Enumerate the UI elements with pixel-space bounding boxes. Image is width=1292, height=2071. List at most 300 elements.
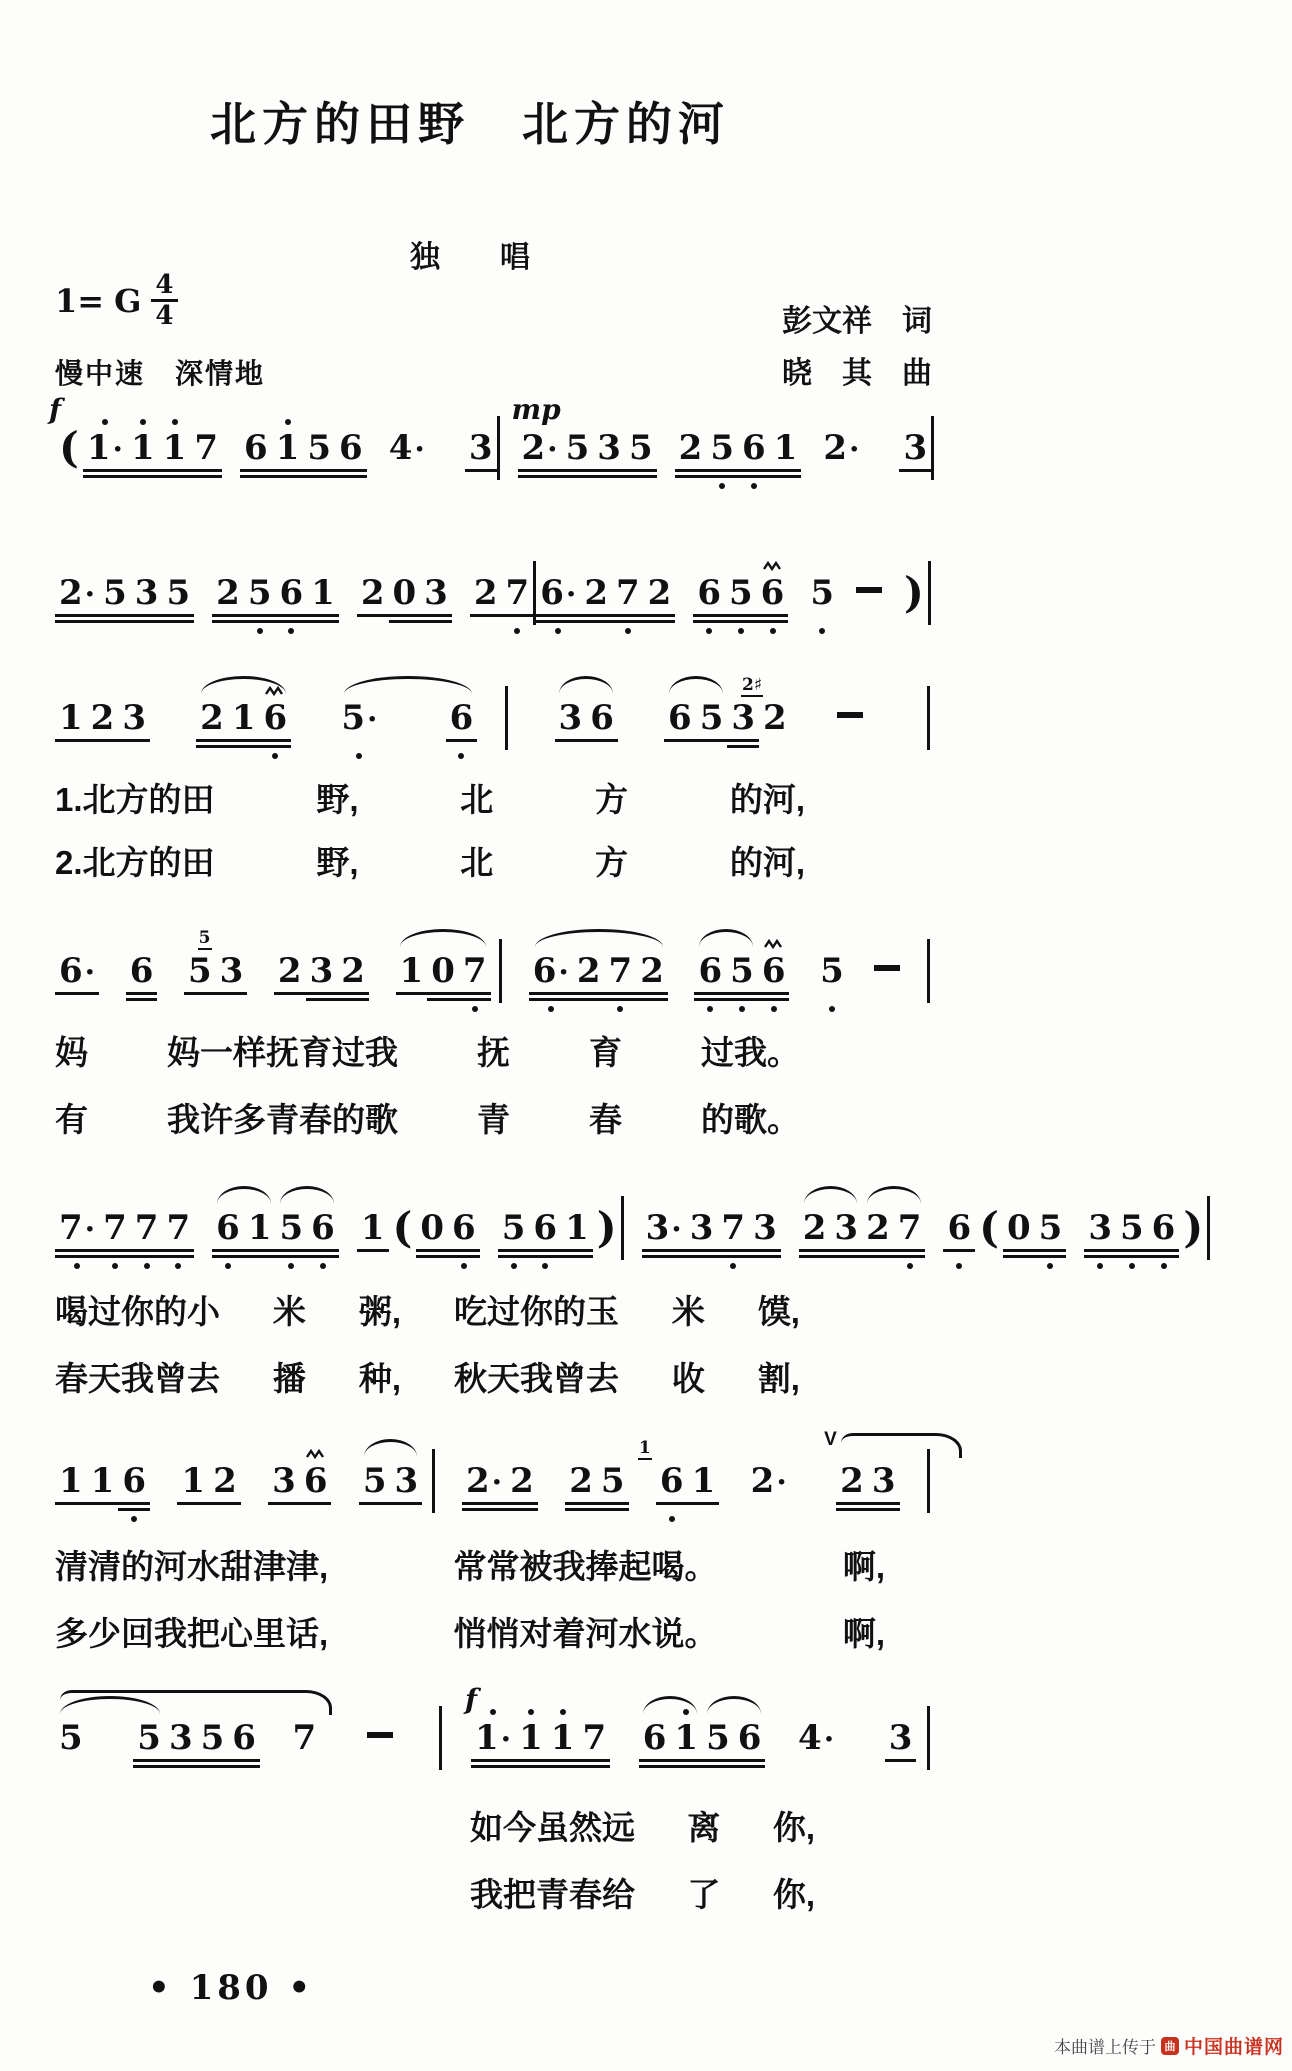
note — [446, 660, 478, 762]
beam-lines — [738, 468, 770, 480]
note-digit: 3 — [168, 1718, 193, 1758]
note-digit: 3 — [394, 1461, 419, 1501]
note-below-area — [830, 1260, 862, 1272]
note — [470, 535, 502, 637]
beam-line — [212, 1249, 244, 1252]
note-above-area — [1084, 1170, 1116, 1208]
beam-line — [625, 475, 657, 478]
beam-lines — [819, 468, 863, 480]
beam-line — [706, 475, 738, 478]
beam-line — [688, 1502, 720, 1505]
note — [816, 913, 848, 1015]
beam-line — [518, 475, 562, 478]
beam-lines — [212, 1248, 244, 1260]
beam-line — [642, 1249, 686, 1252]
low-octave-dot — [956, 1263, 962, 1269]
note-below-area — [580, 625, 612, 637]
note-above-area — [597, 1423, 629, 1461]
note — [749, 1170, 781, 1272]
beam-line — [307, 1249, 339, 1252]
beam-line — [131, 620, 163, 623]
beam-lines — [244, 1248, 276, 1260]
beam-line — [717, 1255, 749, 1258]
beam-lines — [177, 1501, 209, 1513]
grace-note: 1 — [638, 1438, 651, 1458]
beam-line — [529, 1255, 561, 1258]
beam-lines — [612, 613, 644, 625]
beam-lines — [899, 468, 931, 480]
lyric-segment: 方 — [595, 844, 629, 881]
watermark-text: 本曲谱上传于 — [1053, 2038, 1156, 2057]
low-octave-dot — [257, 628, 263, 634]
note — [260, 660, 292, 762]
note-digit: 1 — [311, 573, 335, 613]
note-above-area — [717, 1170, 749, 1208]
note — [55, 1170, 99, 1272]
beam-line — [498, 1255, 530, 1258]
beam-lines — [55, 991, 99, 1003]
note-above-area — [99, 1170, 131, 1208]
note-above-area — [642, 1170, 686, 1208]
note-digit: 3 — [871, 1461, 896, 1501]
note-above-area — [162, 1170, 194, 1208]
beam-line — [228, 739, 260, 742]
note-below-area — [547, 1770, 579, 1782]
beam-lines — [686, 1248, 718, 1260]
beam-lines — [515, 1758, 547, 1770]
note — [547, 1680, 579, 1782]
note — [275, 535, 307, 637]
note-digit: 5 — [699, 698, 724, 738]
note — [396, 913, 428, 1015]
note-above-area — [686, 1170, 718, 1208]
beam-lines — [757, 613, 789, 625]
note-below-area — [55, 480, 83, 492]
beam-lines — [196, 738, 228, 750]
beam-line — [536, 620, 580, 623]
note-above-area — [758, 913, 790, 951]
note-above-area — [420, 535, 452, 573]
low-octave-dot — [288, 1263, 294, 1269]
beam-line — [578, 1759, 610, 1762]
paren — [1179, 1170, 1207, 1272]
beam-lines — [885, 1758, 917, 1770]
lyric-segment: 的河, — [729, 781, 805, 818]
beam-lines — [165, 1758, 197, 1770]
beam-line — [642, 1255, 686, 1258]
lyric-segment: 秋天我曾去 — [453, 1360, 619, 1397]
note — [303, 390, 335, 492]
beam-line — [83, 469, 127, 472]
note-below-area — [131, 1260, 163, 1272]
beam-line — [133, 1759, 165, 1762]
note — [529, 1170, 561, 1272]
beam-lines — [459, 991, 491, 1003]
high-octave-dot — [172, 419, 178, 425]
beam-line — [702, 1765, 734, 1768]
barline — [505, 660, 508, 750]
dash-rest — [367, 1680, 393, 1738]
note-below-area — [506, 1513, 538, 1525]
music-system-4 — [55, 913, 935, 1141]
note-digit: 2· — [59, 573, 96, 613]
dash-stroke — [837, 712, 863, 718]
note — [337, 660, 381, 762]
note — [1003, 1170, 1035, 1272]
beam-line — [943, 1249, 975, 1252]
lyric-segment: 过我。 — [701, 1034, 800, 1071]
note-digit: 5 — [247, 573, 272, 613]
beam-line — [644, 620, 676, 623]
note — [686, 1170, 718, 1272]
beam-line — [561, 1249, 593, 1252]
note-above-area — [83, 390, 127, 428]
beam-line — [300, 1502, 332, 1505]
note — [126, 913, 158, 1015]
note-above-area — [794, 1680, 838, 1718]
note-above-area — [1116, 1170, 1148, 1208]
beam-lines — [303, 468, 335, 480]
note-above-area — [675, 390, 707, 428]
note-below-area — [162, 1260, 194, 1272]
beam-line — [55, 992, 99, 995]
beam-line — [725, 614, 757, 617]
beam-line — [758, 998, 790, 1001]
beam-line — [274, 992, 306, 995]
note-below-area — [396, 1003, 428, 1015]
beam-lines — [694, 991, 726, 1003]
low-octave-dot — [555, 628, 561, 634]
duration-dot: · — [565, 577, 577, 612]
note — [511, 390, 562, 492]
note-below-area — [184, 1003, 216, 1015]
beam-line — [830, 1249, 862, 1252]
beam-line — [127, 469, 159, 472]
dash-stroke — [874, 965, 900, 971]
lyric-segment: 北 — [460, 781, 494, 818]
song-title: 北方的田野 北方的河 — [210, 98, 730, 150]
note — [118, 660, 150, 762]
note-digit: 4· — [798, 1718, 835, 1758]
note-below-area — [639, 1770, 671, 1782]
beam-lines — [816, 991, 848, 1003]
beam-line — [738, 475, 770, 478]
note — [190, 390, 222, 492]
note-digit: 6 — [449, 698, 474, 738]
beam-line — [573, 992, 605, 995]
note-digit: 2 — [866, 1208, 890, 1248]
barline-stroke — [1207, 1196, 1210, 1260]
note-below-area — [693, 625, 725, 637]
key-prefix: 1= — [55, 281, 105, 320]
note-below-area — [83, 480, 127, 492]
note-above-area — [578, 1680, 610, 1718]
beam-line — [593, 475, 625, 478]
beam-line — [1084, 1249, 1116, 1252]
beam-line — [693, 620, 725, 623]
note — [725, 535, 757, 637]
beam-lines — [593, 468, 625, 480]
beam-lines — [99, 1248, 131, 1260]
low-octave-dot — [175, 1263, 181, 1269]
note — [459, 913, 491, 1015]
notes-row — [55, 1423, 935, 1525]
note-below-area — [196, 750, 228, 762]
beam-line — [99, 1255, 131, 1258]
lyrics-row-2 — [55, 1094, 800, 1141]
beam-line — [389, 614, 421, 617]
beam-line — [515, 1765, 547, 1768]
note-below-area — [197, 1770, 229, 1782]
beam-line — [244, 1255, 276, 1258]
beam-line — [749, 1249, 781, 1252]
note-above-area — [303, 390, 335, 428]
beam-line — [240, 475, 272, 478]
beam-line — [868, 1508, 900, 1511]
note-digit: 3 — [689, 1208, 714, 1248]
note — [87, 1423, 119, 1525]
note — [747, 1423, 791, 1525]
note-above-area — [749, 1170, 781, 1208]
beam-line — [99, 1249, 131, 1252]
beam-lines — [670, 1758, 702, 1770]
note-below-area — [275, 625, 307, 637]
beam-line — [357, 614, 389, 617]
note-digit: 1 — [181, 1461, 206, 1501]
note-below-area — [642, 1260, 686, 1272]
notes-row — [55, 660, 935, 762]
note-digit: 2 — [763, 698, 787, 738]
beam-lines — [162, 613, 194, 625]
beam-lines — [359, 1501, 391, 1513]
note-digit: 6 — [698, 951, 723, 991]
lyricist-credit: 彭文祥 词 — [782, 305, 932, 338]
note-above-area — [816, 913, 848, 951]
note-below-area — [862, 1260, 894, 1272]
beam-line — [307, 620, 339, 623]
meter-denominator: 4 — [155, 301, 174, 331]
beam-line — [162, 1255, 194, 1258]
beam-lines — [118, 738, 150, 750]
beam-line — [465, 469, 497, 472]
tie-line — [60, 1690, 333, 1715]
beam-line — [337, 998, 369, 1001]
beam-line — [165, 1765, 197, 1768]
low-octave-dot — [472, 1006, 478, 1012]
note — [389, 535, 421, 637]
beam-line — [209, 1502, 241, 1505]
dash-stroke — [367, 1732, 393, 1738]
beam-lines — [580, 613, 612, 625]
beam-line — [612, 620, 644, 623]
beam-line — [268, 1502, 300, 1505]
key-signature — [55, 272, 178, 329]
note-above-area — [416, 1170, 448, 1208]
note-below-area — [555, 750, 587, 762]
note — [162, 535, 194, 637]
note — [99, 1170, 131, 1272]
beam-lines — [636, 991, 668, 1003]
note — [506, 1423, 538, 1525]
beam-lines — [562, 468, 594, 480]
beam-line — [529, 1249, 561, 1252]
note — [706, 390, 738, 492]
note-above-area — [1003, 1170, 1035, 1208]
beam-lines — [184, 991, 216, 1003]
note-below-area — [612, 625, 644, 637]
note — [131, 1170, 163, 1272]
low-octave-dot — [1161, 1263, 1167, 1269]
barline-stroke — [432, 1449, 435, 1513]
beam-line — [694, 992, 726, 995]
low-octave-dot — [511, 1263, 517, 1269]
beam-lines — [706, 468, 738, 480]
beam-line — [420, 620, 452, 623]
note-above-area — [268, 1423, 300, 1461]
note-digit: 2 — [90, 698, 115, 738]
beam-line — [427, 998, 459, 1001]
note-digit: 7 — [721, 1208, 746, 1248]
duration-dot: · — [558, 955, 569, 990]
low-octave-dot — [829, 1006, 835, 1012]
lyric-segment: 妈一样抚育过我 — [167, 1034, 398, 1071]
note-digit: 1 — [247, 1208, 272, 1248]
note-below-area — [275, 1260, 307, 1272]
beam-line — [727, 739, 759, 742]
note-below-area — [1116, 1260, 1148, 1272]
beam-lines — [1035, 1248, 1067, 1260]
note-below-area — [159, 480, 191, 492]
beam-line — [307, 1255, 339, 1258]
low-octave-dot — [74, 1263, 80, 1269]
grace-note: 5 — [198, 928, 211, 948]
note-above-area — [357, 535, 389, 573]
beam-lines — [465, 468, 497, 480]
beam-line — [275, 1249, 307, 1252]
note-below-area — [389, 625, 421, 637]
note-below-area — [502, 625, 534, 637]
beam-line — [177, 1502, 209, 1505]
beam-line — [562, 475, 594, 478]
note-below-area — [133, 1770, 165, 1782]
beam-line — [275, 614, 307, 617]
note-above-area — [770, 390, 802, 428]
duration-dot: · — [776, 1465, 787, 1500]
beam-line — [389, 620, 421, 623]
note-above-area — [502, 535, 534, 573]
beam-lines — [55, 1758, 87, 1770]
note-below-area — [228, 750, 260, 762]
note-above-area — [465, 1680, 515, 1718]
beam-lines — [337, 738, 381, 750]
note-below-area — [726, 1003, 758, 1015]
beam-line — [162, 620, 194, 623]
paren — [975, 1170, 1003, 1272]
note-digit: ) — [1183, 1203, 1204, 1252]
beam-line — [159, 475, 191, 478]
duration-dot: · — [823, 1722, 835, 1757]
note-above-area — [159, 390, 191, 428]
note — [335, 390, 367, 492]
beam-line — [244, 620, 276, 623]
note — [943, 1170, 975, 1272]
beam-line — [1148, 1249, 1180, 1252]
lyric-segment: 1.北方的田 — [55, 781, 215, 818]
note-digit: 3 — [309, 951, 334, 991]
beam-line — [836, 1502, 868, 1505]
lyric-segment: 吃过你的玉 — [453, 1293, 619, 1330]
beam-line — [686, 1249, 718, 1252]
note-digit: 4· — [388, 428, 425, 468]
beam-line — [420, 614, 452, 617]
beam-line — [670, 1765, 702, 1768]
beam-line — [597, 1502, 629, 1505]
note-below-area — [636, 1003, 668, 1015]
note-below-area — [55, 750, 87, 762]
note — [742, 660, 791, 762]
note-above-area — [515, 1680, 547, 1718]
beam-line — [126, 992, 158, 995]
note — [240, 390, 272, 492]
beam-line — [118, 1502, 150, 1505]
dash-stroke — [856, 587, 882, 593]
lyric-segment: 多少回我把心里话, — [55, 1615, 329, 1652]
note-below-area — [446, 750, 478, 762]
note-below-area — [165, 1770, 197, 1782]
note-below-area — [303, 480, 335, 492]
note-below-area — [696, 750, 728, 762]
duration-dot: · — [112, 432, 123, 467]
note — [162, 1170, 194, 1272]
note — [462, 1423, 506, 1525]
beam-line — [131, 1249, 163, 1252]
beam-lines — [586, 738, 618, 750]
beam-lines — [498, 1248, 530, 1260]
beam-lines — [726, 991, 758, 1003]
note-below-area — [819, 480, 863, 492]
beam-lines — [799, 1248, 831, 1260]
note — [578, 1680, 610, 1782]
beam-line — [190, 475, 222, 478]
note — [1035, 1170, 1067, 1272]
note-below-area — [359, 1513, 391, 1525]
note-digit: 2 — [360, 573, 385, 613]
note-below-area — [562, 480, 594, 492]
note-above-area — [337, 913, 369, 951]
beam-line — [899, 469, 931, 472]
beam-line — [303, 475, 335, 478]
low-octave-dot — [548, 1006, 554, 1012]
beam-line — [675, 475, 707, 478]
note-above-area — [162, 535, 194, 573]
note-digit: 2 — [840, 1461, 864, 1501]
beam-lines — [734, 1758, 766, 1770]
beam-lines — [639, 1758, 671, 1770]
beam-lines — [794, 1758, 838, 1770]
beam-lines — [190, 468, 222, 480]
note-below-area — [465, 480, 497, 492]
note-digit: 1 — [550, 1718, 575, 1758]
note — [268, 1423, 300, 1525]
beam-lines — [209, 1501, 241, 1513]
beam-line — [165, 1759, 197, 1762]
barline — [499, 913, 502, 1003]
beam-lines — [727, 738, 759, 750]
note-digit: 5 — [501, 1208, 526, 1248]
note-below-area — [706, 480, 738, 492]
note-above-area — [885, 1680, 917, 1718]
watermark — [1054, 2032, 1284, 2059]
